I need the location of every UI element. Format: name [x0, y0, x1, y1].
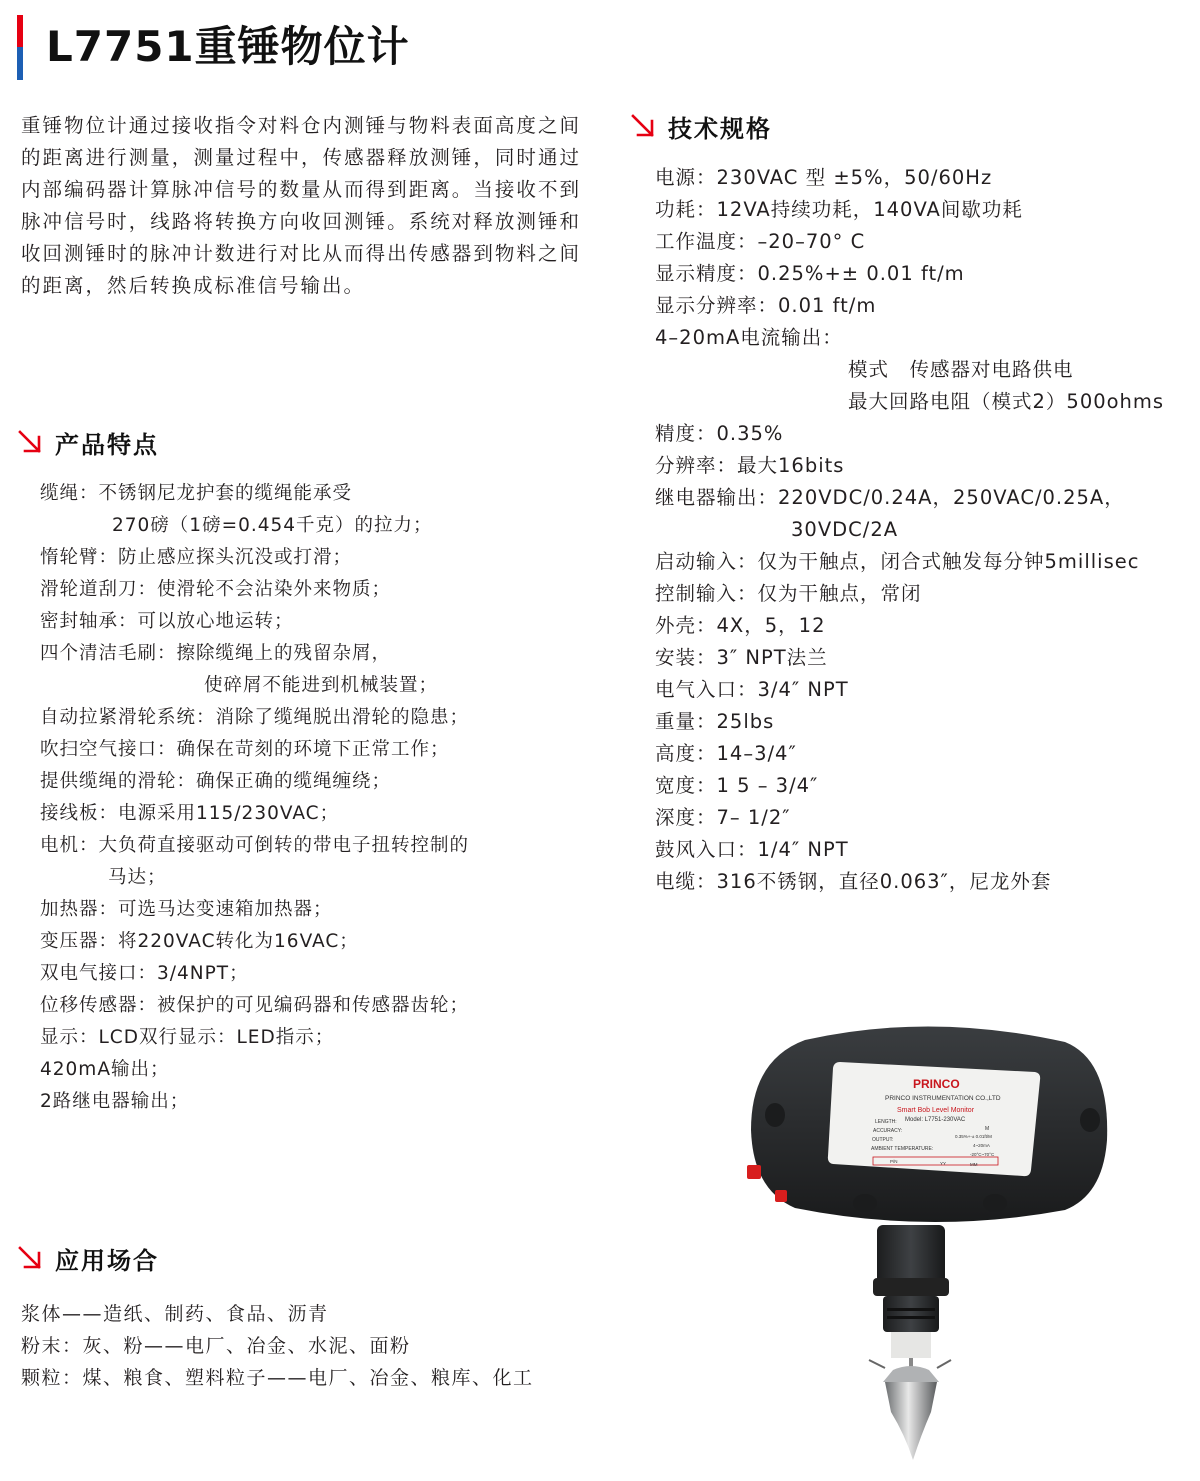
label-model: Model: L7751-230VAC	[905, 1117, 966, 1123]
label-row-val: -20°C~70°C	[970, 1152, 995, 1157]
feature-line: 双电气接口：3/4NPT；	[40, 963, 249, 984]
feature-line: 位移传感器：被保护的可见编码器和传感器齿轮；	[40, 995, 470, 1016]
red-diagonal-arrow-icon	[17, 1245, 43, 1271]
title-accent-red	[17, 15, 23, 47]
page-title: L7751重锤物位计	[46, 22, 410, 71]
feature-line: 420mA输出；	[40, 1059, 170, 1080]
specs-list	[655, 162, 1195, 898]
spec-line: 电缆：316不锈钢，直径0.063″，尼龙外套	[655, 870, 1052, 893]
spec-line: 重量：25lbs	[655, 710, 775, 733]
application-line: 浆体——造纸、制药、食品、沥青	[21, 1303, 329, 1325]
label-footer: MM	[970, 1162, 978, 1167]
feature-line: 吹扫空气接口：确保在苛刻的环境下正常工作；	[40, 739, 450, 760]
feature-line: 接线板：电源采用115/230VAC；	[40, 803, 340, 824]
specs-heading-text: 技术规格	[668, 114, 772, 143]
feature-line: 提供缆绳的滑轮：确保正确的缆绳缠绕；	[40, 771, 392, 792]
features-heading	[17, 424, 159, 460]
red-diagonal-arrow-icon	[630, 113, 656, 139]
feature-line: 使碎屑不能进到机械装置；	[204, 675, 439, 696]
spec-line: 宽度：1 5 – 3/4″	[655, 774, 819, 797]
feature-line: 加热器：可选马达变速箱加热器；	[40, 899, 333, 920]
feature-line: 滑轮道刮刀：使滑轮不会沾染外来物质；	[40, 579, 392, 600]
feature-line: 270磅（1磅=0.454千克）的拉力；	[112, 515, 433, 536]
spec-line: 功耗：12VA持续功耗，140VA间歇功耗	[655, 198, 1023, 221]
title-accent-blue	[17, 47, 23, 80]
spec-line: 安装：3″ NPT法兰	[655, 646, 828, 669]
label-company: PRINCO INSTRUMENTATION CO.,LTD	[885, 1095, 1001, 1102]
applications-heading	[17, 1240, 159, 1276]
application-line: 颗粒：煤、粮食、塑料粒子——电厂、冶金、粮库、化工	[21, 1367, 534, 1389]
label-row-key: LENGTH:	[875, 1119, 897, 1125]
spec-line: 30VDC/2A	[791, 518, 899, 541]
feature-line: 缆绳：不锈钢尼龙护套的缆绳能承受	[40, 483, 353, 504]
label-footer: YY	[940, 1161, 947, 1166]
features-list	[40, 478, 580, 1118]
spec-line: 鼓风入口：1/4″ NPT	[655, 838, 849, 861]
spec-line: 外壳：4X，5，12	[655, 614, 826, 637]
spec-line: 4–20mA电流输出：	[655, 326, 843, 349]
feature-line: 马达；	[108, 867, 167, 888]
spec-line: 继电器输出：220VDC/0.24A，250VAC/0.25A，	[655, 486, 1125, 509]
label-row-val: M	[985, 1126, 990, 1132]
red-diagonal-arrow-icon	[17, 429, 43, 455]
spec-line: 显示分辨率：0.01 ft/m	[655, 294, 877, 317]
label-brand: PRINCO	[913, 1077, 960, 1091]
label-row-key: AMBIENT TEMPERATURE:	[871, 1146, 934, 1152]
spec-line: 控制输入：仅为干触点，常闭	[655, 582, 922, 605]
specs-heading	[630, 108, 772, 144]
feature-line: 自动拉紧滑轮系统：消除了缆绳脱出滑轮的隐患；	[40, 707, 470, 728]
intro-paragraph: 重锤物位计通过接收指令对料仓内测锤与物料表面高度之间的距离进行测量，测量过程中，传感器释放测锤，同时通过内部编码器计算脉冲信号的数量从而得到距离。当接收不到脉冲信号时，线路将转换方向收回测锤。系统对释放测锤和收回测锤时的脉冲计数进行对比从而得出传感器到物料之间的距离，然后转换成标准信号输出。	[21, 114, 581, 297]
label-product: Smart Bob Level Monitor	[897, 1107, 975, 1114]
feature-line: 显示：LCD双行显示：LED指示；	[40, 1027, 335, 1048]
label-row-val: 0.35%+-± 0.01ft/M	[955, 1134, 992, 1139]
spec-line: 精度：0.35%	[655, 422, 784, 445]
applications-heading-text: 应用场合	[55, 1246, 159, 1275]
label-row-val: 4~20mA	[973, 1143, 990, 1148]
spec-line: 显示精度：0.25%+± 0.01 ft/m	[655, 262, 965, 285]
feature-line: 惰轮臂：防止感应探头沉没或打滑；	[40, 547, 353, 568]
feature-line: 密封轴承：可以放心地运转；	[40, 611, 294, 632]
feature-line: 电机：大负荷直接驱动可倒转的带电子扭转控制的	[40, 835, 470, 856]
applications-list	[21, 1298, 591, 1394]
label-footer: P/N	[890, 1159, 898, 1164]
application-line: 粉末：灰、粉——电厂、冶金、水泥、面粉	[21, 1335, 411, 1357]
label-row-key: OUTPUT:	[872, 1137, 894, 1143]
spec-line: 深度：7– 1/2″	[655, 806, 791, 829]
spec-line: 电气入口：3/4″ NPT	[655, 678, 849, 701]
label-row-key: ACCURACY:	[873, 1128, 903, 1134]
spec-line: 电源：230VAC 型 ±5%，50/60Hz	[655, 166, 993, 189]
feature-line: 2路继电器输出；	[40, 1091, 190, 1112]
features-heading-text: 产品特点	[55, 430, 159, 459]
product-photo	[745, 1020, 1115, 1470]
feature-line: 四个清洁毛刷：擦除缆绳上的残留杂屑，	[40, 643, 392, 664]
spec-line: 最大回路电阻（模式2）500ohms	[848, 390, 1165, 413]
spec-line: 高度：14–3/4″	[655, 742, 797, 765]
spec-line: 模式 传感器对电路供电	[848, 358, 1074, 381]
spec-line: 工作温度：–20–70° C	[655, 230, 866, 253]
spec-line: 分辨率：最大16bits	[655, 454, 845, 477]
feature-line: 变压器：将220VAC转化为16VAC；	[40, 931, 359, 952]
spec-line: 启动输入：仅为干触点，闭合式触发每分钟5millisec	[655, 550, 1140, 573]
